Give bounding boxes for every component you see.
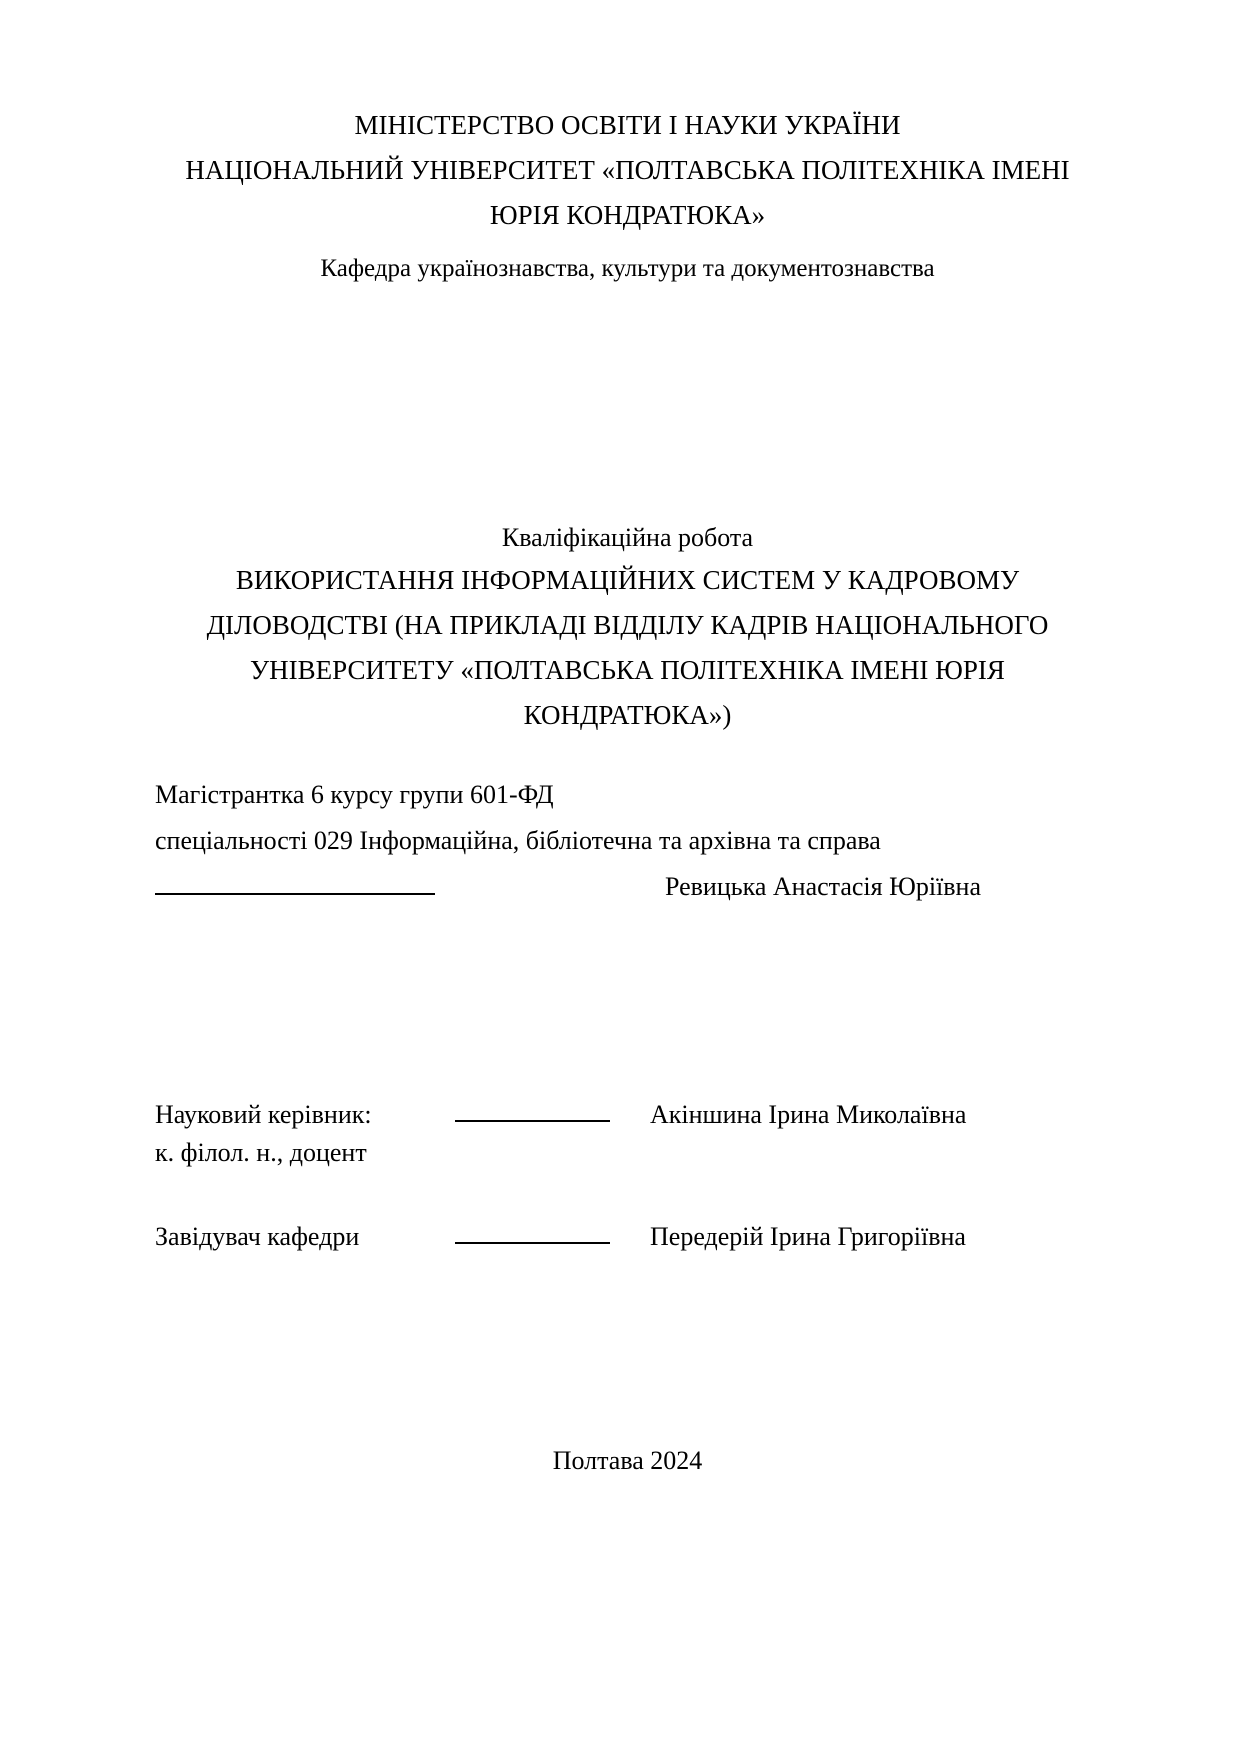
university-line-1: НАЦІОНАЛЬНИЙ УНІВЕРСИТЕТ «ПОЛТАВСЬКА ПОЛІТЕХНІКА ІМЕНІ <box>185 155 1070 185</box>
head-of-department-info <box>155 1218 1100 1256</box>
university-line-2: ЮРІЯ КОНДРАТЮКА» <box>489 200 766 230</box>
ministry-line: МІНІСТЕРСТВО ОСВІТИ І НАУКИ УКРАЇНИ <box>354 110 901 140</box>
thesis-title-line-1: ВИКОРИСТАННЯ ІНФОРМАЦІЙНИХ СИСТЕМ У КАДРОВОМУ <box>235 565 1020 595</box>
supervisor-info <box>155 1096 1100 1172</box>
supervisor-signature-line <box>455 1120 610 1122</box>
city-year-footer: Полтава 2024 <box>552 1446 703 1475</box>
organization-header <box>155 103 1100 291</box>
thesis-title-line-4: КОНДРАТЮКА») <box>523 700 732 730</box>
student-signature-row <box>155 864 1100 910</box>
head-of-department-name: Передерій Ірина Григоріївна <box>650 1222 966 1251</box>
student-specialty: спеціальності 029 Інформаційна, бібліотечна та архівна та справа <box>155 826 881 855</box>
student-info <box>155 772 1100 910</box>
head-of-department-role-label: Завідувач кафедри <box>155 1222 360 1251</box>
student-signature-line <box>155 871 435 895</box>
supervisor-name: Акіншина Ірина Миколаївна <box>650 1100 967 1129</box>
head-of-department-row <box>155 1218 1100 1256</box>
supervisor-degree: к. філол. н., доцент <box>155 1138 367 1167</box>
student-name: Ревицька Анастасія Юріївна <box>665 872 982 901</box>
department-line: Кафедра українознавства, культури та документознавства <box>320 255 935 282</box>
page-content <box>155 0 1100 1754</box>
thesis-title-line-2: ДІЛОВОДСТВІ (НА ПРИКЛАДІ ВІДДІЛУ КАДРІВ НАЦІОНАЛЬНОГО <box>206 610 1049 640</box>
student-course-group: Магістрантка 6 курсу групи 601-ФД <box>155 780 554 809</box>
supervisor-row <box>155 1096 1100 1134</box>
thesis-title-line-3: УНІВЕРСИТЕТУ «ПОЛТАВСЬКА ПОЛІТЕХНІКА ІМЕНІ ЮРІЯ <box>250 655 1005 685</box>
supervisor-role-label: Науковий керівник: <box>155 1100 372 1129</box>
thesis-title <box>155 558 1100 738</box>
head-of-department-signature-line <box>455 1242 610 1244</box>
work-kind-label: Кваліфікаційна робота <box>501 523 754 552</box>
